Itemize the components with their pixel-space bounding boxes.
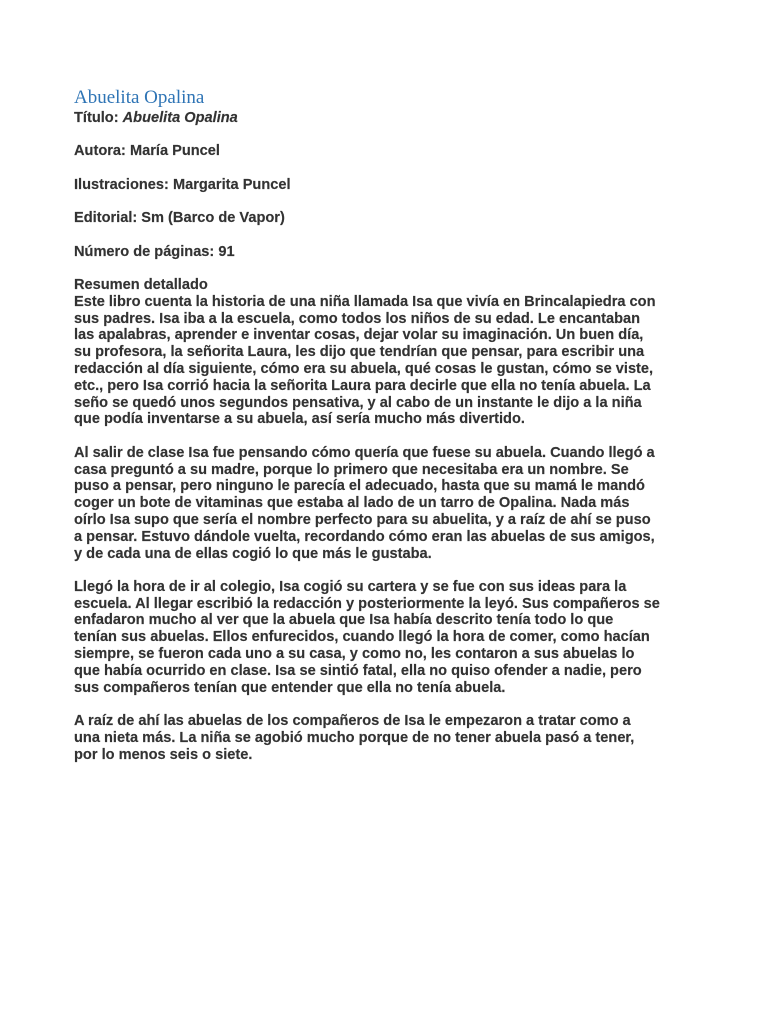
summary-heading: Resumen detallado bbox=[74, 276, 208, 293]
summary-section bbox=[74, 277, 698, 764]
publisher-line: Editorial: Sm (Barco de Vapor) bbox=[74, 210, 285, 227]
document-heading: Abuelita Opalina bbox=[74, 87, 205, 108]
summary-paragraph: Al salir de clase Isa fue pensando cómo quería que fuese su abuela. Cuando llegó a casa preguntó a su madre, porque lo primero que necesitaba era un nombre. Se puso a pensar, pero ninguno le parecía el adecuado, hasta que su mamá le mandó coger un bote de vitaminas que estaba al lado de un tarro de Opalina. Nada más oírlo Isa supo que sería el nombre perfecto para su abuelita, y a raíz de ahí se puso a pensar. Estuvo dándole vuelta, recordando cómo eran las abuelas de sus amigos, y de cada una de ellas cogió lo que más le gustaba. bbox=[74, 444, 655, 562]
title-label: Título: bbox=[74, 110, 119, 126]
author-line: Autora: María Puncel bbox=[74, 143, 220, 160]
summary-paragraph: Llegó la hora de ir al colegio, Isa cogió su cartera y se fue con sus ideas para la escuela. Al llegar escribió la redacción y posteriormente la leyó. Sus compañeros se enfadaron mucho al ver que la abuela que Isa había descrito tenía todo lo que tenían sus abuelas. Ellos enfurecidos, cuando llegó la hora de comer, como hacían siempre, se fueron cada uno a su casa, y como no, les contaron a sus abuelas lo que había ocurrido en clase. Isa se sintió fatal, ella no quiso ofender a nadie, pero sus compañeros tenían que entender que ella no tenía abuela. bbox=[74, 578, 660, 696]
title-line bbox=[74, 110, 698, 127]
summary-paragraph: A raíz de ahí las abuelas de los compañeros de Isa le empezaron a tratar como a una nieta más. La niña se agobió mucho porque de no tener abuela pasó a tener, por lo menos seis o siete. bbox=[74, 713, 635, 763]
document-page bbox=[74, 86, 698, 763]
title-value: Abuelita Opalina bbox=[122, 110, 238, 126]
summary-paragraph: Este libro cuenta la historia de una niña llamada Isa que vivía en Brincalapiedra con sus padres. Isa iba a la escuela, como todos los niños de su edad. Le encantaban las apalabras, aprender e inventar cosas, dejar volar su imaginación. Un buen día, su profesora, la señorita Laura, les dijo que tendrían que pensar, para escribir una redacción al día siguiente, cómo era su abuela, qué cosas le gustan, cómo se viste, etc., pero Isa corrió hacia la señorita Laura para decirle que ella no tenía abuela. La seño se quedó unos segundos pensativa, y al cabo de un instante le dijo a la niña que podía inventarse a su abuela, así sería mucho más divertido. bbox=[74, 293, 656, 428]
illustrations-line: Ilustraciones: Margarita Puncel bbox=[74, 176, 291, 193]
pages-line: Número de páginas: 91 bbox=[74, 243, 235, 260]
